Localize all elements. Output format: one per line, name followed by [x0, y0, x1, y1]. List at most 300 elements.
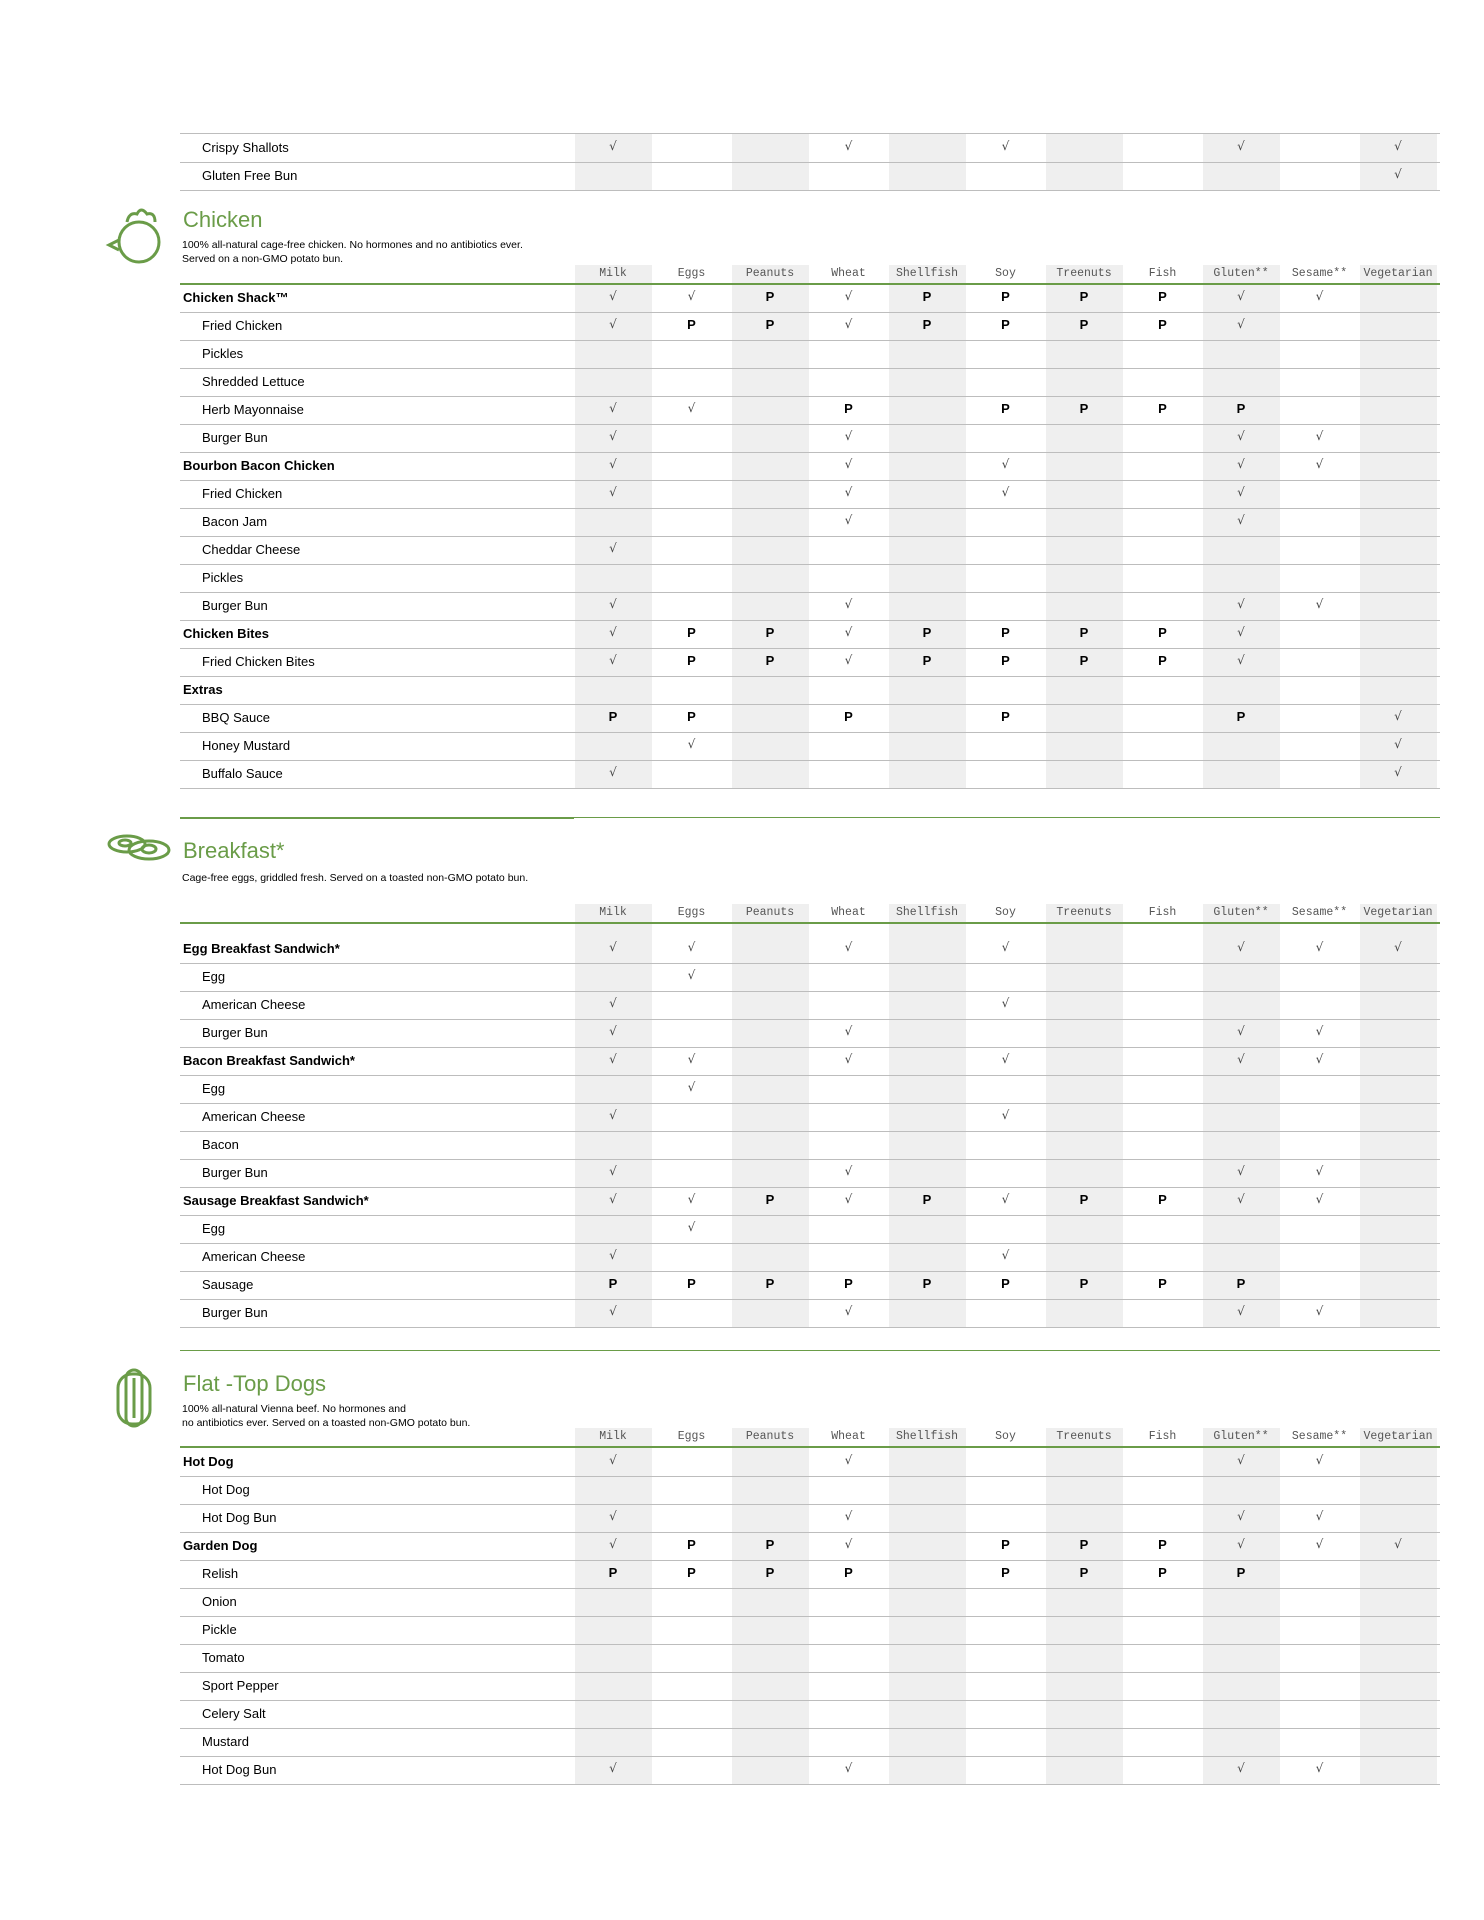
contains-check-mark: √: [609, 139, 617, 153]
ingredient-name: Pickle: [202, 1622, 237, 1637]
contains-check-mark: √: [1237, 1304, 1245, 1318]
contains-check-mark: √: [609, 940, 617, 954]
ingredient-name: Pickles: [202, 570, 244, 585]
eggs-icon: [105, 830, 177, 869]
ingredient-name: Relish: [202, 1566, 239, 1581]
may-contain-mark: P: [687, 1537, 696, 1552]
contains-check-mark: √: [844, 1164, 853, 1178]
ingredient-name: Bacon Jam: [202, 514, 268, 529]
contains-check-mark: √: [609, 1537, 617, 1551]
column-label-sesame: Sesame**: [1291, 906, 1348, 919]
contains-check-mark: √: [687, 1220, 696, 1234]
contains-check-mark: √: [1315, 1761, 1324, 1775]
ingredient-row: [180, 760, 1440, 789]
may-contain-mark: P: [1079, 1276, 1089, 1291]
column-label-fish: Fish: [1148, 267, 1177, 280]
ingredient-row: [180, 368, 1440, 397]
may-contain-mark: P: [765, 289, 775, 304]
may-contain-mark: P: [687, 709, 696, 724]
ingredient-name: Fried Chicken: [202, 486, 283, 501]
contains-check-mark: √: [1237, 1052, 1245, 1066]
ingredient-row: [180, 1271, 1440, 1300]
column-label-gluten: Gluten**: [1213, 1430, 1269, 1443]
contains-check-mark: √: [1237, 289, 1245, 303]
column-label-eggs: Eggs: [677, 906, 706, 919]
may-contain-mark: P: [1001, 625, 1010, 640]
ingredient-row: [180, 1560, 1440, 1589]
menu-item-name: Chicken Bites: [183, 626, 269, 641]
ingredient-row: [180, 1103, 1440, 1132]
contains-check-mark: √: [1315, 1192, 1324, 1206]
ingredient-name: Fried Chicken Bites: [202, 654, 315, 669]
menu-item-row: [180, 676, 1440, 705]
contains-check-mark: √: [1237, 1192, 1245, 1206]
contains-check-mark: √: [1237, 1024, 1245, 1038]
contains-check-mark: √: [687, 1192, 696, 1206]
contains-check-mark: √: [1001, 139, 1010, 153]
may-contain-mark: P: [608, 1565, 618, 1580]
contains-check-mark: √: [844, 1761, 853, 1775]
contains-check-mark: √: [844, 457, 853, 471]
contains-check-mark: √: [1237, 940, 1245, 954]
contains-check-mark: √: [609, 485, 617, 499]
allergen-column-header: [0, 904, 1484, 920]
may-contain-mark: P: [844, 1276, 853, 1291]
may-contain-mark: P: [1001, 1537, 1010, 1552]
contains-check-mark: √: [1315, 1052, 1324, 1066]
ingredient-row: [180, 480, 1440, 509]
ingredient-name: American Cheese: [202, 997, 306, 1012]
column-label-vegetarian: Vegetarian: [1363, 906, 1433, 919]
ingredient-row: [180, 564, 1440, 593]
contains-check-mark: √: [609, 289, 617, 303]
column-label-wheat: Wheat: [831, 1430, 866, 1443]
contains-check-mark: √: [1315, 1024, 1324, 1038]
contains-check-mark: √: [844, 1052, 853, 1066]
may-contain-mark: P: [765, 1192, 775, 1207]
contains-check-mark: √: [609, 1192, 617, 1206]
column-label-soy: Soy: [995, 906, 1016, 919]
may-contain-mark: P: [1001, 653, 1010, 668]
contains-check-mark: √: [844, 289, 853, 303]
ingredient-row: [180, 1644, 1440, 1673]
ingredient-name: Celery Salt: [202, 1706, 266, 1721]
column-label-treenuts: Treenuts: [1056, 267, 1112, 280]
ingredient-name: American Cheese: [202, 1109, 306, 1124]
contains-check-mark: √: [1315, 1304, 1324, 1318]
may-contain-mark: P: [765, 1276, 775, 1291]
contains-check-mark: √: [1237, 485, 1245, 499]
contains-check-mark: √: [1394, 737, 1402, 751]
contains-check-mark: √: [1001, 1192, 1010, 1206]
may-contain-mark: P: [765, 625, 775, 640]
header-rule: [180, 922, 1440, 924]
may-contain-mark: P: [1158, 1565, 1167, 1580]
contains-check-mark: √: [844, 625, 853, 639]
contains-check-mark: √: [609, 401, 617, 415]
contains-check-mark: √: [1315, 597, 1324, 611]
menu-item-name: Extras: [183, 682, 223, 697]
ingredient-name: Burger Bun: [202, 1305, 268, 1320]
contains-check-mark: √: [1237, 597, 1245, 611]
contains-check-mark: √: [609, 429, 617, 443]
section-divider: [574, 817, 1440, 818]
ingredient-name: Tomato: [202, 1650, 245, 1665]
ingredient-name: Egg: [202, 969, 226, 984]
menu-item-row: [180, 284, 1440, 313]
may-contain-mark: P: [765, 317, 775, 332]
contains-check-mark: √: [1315, 289, 1324, 303]
ingredient-name: Pickles: [202, 346, 244, 361]
may-contain-mark: P: [765, 1565, 775, 1580]
ingredient-row: [180, 963, 1440, 992]
may-contain-mark: P: [765, 1537, 775, 1552]
contains-check-mark: √: [687, 289, 696, 303]
section-title: Chicken: [183, 207, 263, 232]
may-contain-mark: P: [1236, 401, 1246, 416]
column-label-vegetarian: Vegetarian: [1363, 267, 1433, 280]
contains-check-mark: √: [609, 457, 617, 471]
contains-check-mark: √: [1237, 457, 1245, 471]
may-contain-mark: P: [1079, 625, 1089, 640]
contains-check-mark: √: [1394, 765, 1402, 779]
ingredient-row: [180, 1700, 1440, 1729]
allergen-column-header: [0, 1428, 1484, 1444]
contains-check-mark: √: [1394, 167, 1402, 181]
may-contain-mark: P: [922, 289, 932, 304]
contains-check-mark: √: [844, 1192, 853, 1206]
contains-check-mark: √: [687, 737, 696, 751]
contains-check-mark: √: [609, 1052, 617, 1066]
menu-item-row: [180, 1047, 1440, 1076]
column-label-fish: Fish: [1148, 1430, 1177, 1443]
ingredient-row: [180, 1616, 1440, 1645]
menu-item-row: [180, 935, 1440, 964]
chicken-icon: [105, 208, 165, 271]
contains-check-mark: √: [844, 317, 853, 331]
may-contain-mark: P: [1158, 289, 1167, 304]
ingredient-row: [180, 991, 1440, 1020]
may-contain-mark: P: [1001, 317, 1010, 332]
menu-item-name: Hot Dog: [183, 1454, 234, 1469]
may-contain-mark: P: [687, 1565, 696, 1580]
contains-check-mark: √: [609, 1509, 617, 1523]
may-contain-mark: P: [1236, 1565, 1246, 1580]
ingredient-row: [180, 1131, 1440, 1160]
ingredient-name: Burger Bun: [202, 430, 268, 445]
ingredient-name: Honey Mustard: [202, 738, 291, 753]
contains-check-mark: √: [1237, 653, 1245, 667]
contains-check-mark: √: [844, 1304, 853, 1318]
contains-check-mark: √: [687, 1052, 696, 1066]
may-contain-mark: P: [608, 1276, 618, 1291]
ingredient-name: Fried Chicken: [202, 318, 283, 333]
section-divider: [180, 1350, 1440, 1351]
contains-check-mark: √: [1237, 625, 1245, 639]
contains-check-mark: √: [1237, 429, 1245, 443]
contains-check-mark: √: [1001, 1248, 1010, 1262]
column-label-treenuts: Treenuts: [1056, 906, 1112, 919]
may-contain-mark: P: [608, 709, 618, 724]
contains-check-mark: √: [1237, 1453, 1245, 1467]
column-label-gluten: Gluten**: [1213, 267, 1269, 280]
contains-check-mark: √: [844, 1537, 853, 1551]
may-contain-mark: P: [687, 653, 696, 668]
contains-check-mark: √: [1315, 429, 1324, 443]
may-contain-mark: P: [1158, 1276, 1167, 1291]
contains-check-mark: √: [844, 139, 853, 153]
contains-check-mark: √: [1001, 1108, 1010, 1122]
column-label-milk: Milk: [599, 1430, 627, 1443]
may-contain-mark: P: [1001, 1565, 1010, 1580]
contains-check-mark: √: [844, 1453, 853, 1467]
ingredient-name: Cheddar Cheese: [202, 542, 301, 557]
ingredient-row: [180, 1588, 1440, 1617]
ingredient-name: Hot Dog: [202, 1482, 250, 1497]
contains-check-mark: √: [1315, 1509, 1324, 1523]
contains-check-mark: √: [844, 485, 853, 499]
ingredient-name: Shredded Lettuce: [202, 374, 305, 389]
may-contain-mark: P: [1079, 1537, 1089, 1552]
ingredient-row: [180, 732, 1440, 761]
ingredient-row: [180, 340, 1440, 369]
column-label-wheat: Wheat: [831, 267, 866, 280]
ingredient-name: Hot Dog Bun: [202, 1762, 277, 1777]
ingredient-row: [180, 1299, 1440, 1328]
column-label-vegetarian: Vegetarian: [1363, 1430, 1433, 1443]
column-label-treenuts: Treenuts: [1056, 1430, 1112, 1443]
ingredient-row: [180, 396, 1440, 425]
contains-check-mark: √: [687, 401, 696, 415]
may-contain-mark: P: [1001, 401, 1010, 416]
hot-dog-icon: [112, 1368, 156, 1433]
contains-check-mark: √: [609, 765, 617, 779]
ingredient-row: [180, 312, 1440, 341]
ingredient-row: [180, 704, 1440, 733]
ingredient-row: [180, 1159, 1440, 1188]
may-contain-mark: P: [687, 1276, 696, 1291]
contains-check-mark: √: [1001, 1052, 1010, 1066]
may-contain-mark: P: [922, 1276, 932, 1291]
may-contain-mark: P: [1158, 625, 1167, 640]
contains-check-mark: √: [687, 968, 696, 982]
column-label-gluten: Gluten**: [1213, 906, 1269, 919]
column-label-wheat: Wheat: [831, 906, 866, 919]
menu-item-row: [180, 452, 1440, 481]
may-contain-mark: P: [1079, 653, 1089, 668]
column-label-soy: Soy: [995, 267, 1016, 280]
ingredient-row: [180, 1672, 1440, 1701]
section-title: Breakfast*: [183, 838, 285, 863]
allergen-column-header: [0, 265, 1484, 281]
contains-check-mark: √: [1001, 940, 1010, 954]
menu-item-name: Bourbon Bacon Chicken: [183, 458, 335, 473]
may-contain-mark: P: [1158, 653, 1167, 668]
column-label-milk: Milk: [599, 906, 627, 919]
menu-item-row: [180, 1187, 1440, 1216]
may-contain-mark: P: [765, 653, 775, 668]
column-label-milk: Milk: [599, 267, 627, 280]
may-contain-mark: P: [922, 1192, 932, 1207]
contains-check-mark: √: [1237, 1761, 1245, 1775]
contains-check-mark: √: [1237, 513, 1245, 527]
contains-check-mark: √: [844, 653, 853, 667]
may-contain-mark: P: [1079, 1192, 1089, 1207]
menu-item-name: Garden Dog: [183, 1538, 258, 1553]
column-label-peanuts: Peanuts: [745, 1430, 795, 1443]
section-title: Flat -Top Dogs: [183, 1371, 327, 1396]
contains-check-mark: √: [609, 597, 617, 611]
ingredient-name: Mustard: [202, 1734, 249, 1749]
ingredient-name: BBQ Sauce: [202, 710, 270, 725]
menu-item-row: [180, 620, 1440, 649]
ingredient-row: [180, 1504, 1440, 1533]
section-description: 100% all-natural cage-free chicken. No hormones and no antibiotics ever. Served on a non-GMO potato bun.: [182, 239, 523, 265]
menu-item-name: Egg Breakfast Sandwich*: [183, 941, 340, 956]
menu-item-name: Sausage Breakfast Sandwich*: [183, 1193, 369, 1208]
contains-check-mark: √: [1001, 457, 1010, 471]
contains-check-mark: √: [1237, 1537, 1245, 1551]
ingredient-name: Onion: [202, 1594, 237, 1609]
menu-item-name: Chicken Shack™: [183, 290, 289, 305]
contains-check-mark: √: [1315, 1164, 1324, 1178]
may-contain-mark: P: [687, 317, 696, 332]
ingredient-name: Egg: [202, 1081, 226, 1096]
contains-check-mark: √: [844, 1509, 853, 1523]
ingredient-name: Sausage: [202, 1277, 254, 1292]
may-contain-mark: P: [1001, 289, 1010, 304]
ingredient-name: Hot Dog Bun: [202, 1510, 277, 1525]
ingredient-row: [180, 134, 1440, 163]
column-label-shellfish: Shellfish: [895, 906, 959, 919]
contains-check-mark: √: [1394, 139, 1402, 153]
may-contain-mark: P: [687, 625, 696, 640]
may-contain-mark: P: [922, 317, 932, 332]
column-label-peanuts: Peanuts: [745, 906, 795, 919]
may-contain-mark: P: [1158, 1537, 1167, 1552]
contains-check-mark: √: [844, 1024, 853, 1038]
ingredient-row: [180, 508, 1440, 537]
may-contain-mark: P: [922, 653, 932, 668]
may-contain-mark: P: [1001, 709, 1010, 724]
contains-check-mark: √: [609, 1453, 617, 1467]
may-contain-mark: P: [844, 1565, 853, 1580]
may-contain-mark: P: [844, 401, 853, 416]
ingredient-row: [180, 1215, 1440, 1244]
contains-check-mark: √: [609, 1761, 617, 1775]
column-label-sesame: Sesame**: [1291, 267, 1348, 280]
ingredient-name: Crispy Shallots: [202, 140, 289, 155]
column-label-eggs: Eggs: [677, 1430, 706, 1443]
column-label-fish: Fish: [1148, 906, 1177, 919]
contains-check-mark: √: [1315, 457, 1324, 471]
ingredient-name: Burger Bun: [202, 1025, 268, 1040]
contains-check-mark: √: [1237, 1509, 1245, 1523]
ingredient-name: Burger Bun: [202, 598, 268, 613]
contains-check-mark: √: [1394, 1537, 1402, 1551]
ingredient-row: [180, 424, 1440, 453]
column-label-sesame: Sesame**: [1291, 1430, 1348, 1443]
may-contain-mark: P: [922, 625, 932, 640]
ingredient-name: Egg: [202, 1221, 226, 1236]
column-label-shellfish: Shellfish: [895, 267, 959, 280]
may-contain-mark: P: [1236, 1276, 1246, 1291]
ingredient-name: Herb Mayonnaise: [202, 402, 304, 417]
menu-item-name: Bacon Breakfast Sandwich*: [183, 1053, 355, 1068]
ingredient-row: [180, 162, 1440, 191]
may-contain-mark: P: [844, 709, 853, 724]
contains-check-mark: √: [844, 429, 853, 443]
column-label-peanuts: Peanuts: [745, 267, 795, 280]
contains-check-mark: √: [1237, 1164, 1245, 1178]
may-contain-mark: P: [1001, 1276, 1010, 1291]
contains-check-mark: √: [1237, 139, 1245, 153]
contains-check-mark: √: [844, 597, 853, 611]
column-label-soy: Soy: [995, 1430, 1016, 1443]
may-contain-mark: P: [1158, 1192, 1167, 1207]
contains-check-mark: √: [609, 625, 617, 639]
ingredient-row: [180, 648, 1440, 677]
contains-check-mark: √: [609, 541, 617, 555]
may-contain-mark: P: [1079, 401, 1089, 416]
contains-check-mark: √: [687, 940, 696, 954]
ingredient-row: [180, 592, 1440, 621]
contains-check-mark: √: [609, 653, 617, 667]
contains-check-mark: √: [1001, 996, 1010, 1010]
ingredient-name: American Cheese: [202, 1249, 306, 1264]
ingredient-name: Buffalo Sauce: [202, 766, 283, 781]
may-contain-mark: P: [1079, 1565, 1089, 1580]
column-label-shellfish: Shellfish: [895, 1430, 959, 1443]
may-contain-mark: P: [1236, 709, 1246, 724]
contains-check-mark: √: [1394, 940, 1402, 954]
contains-check-mark: √: [844, 513, 853, 527]
may-contain-mark: P: [1079, 289, 1089, 304]
contains-check-mark: √: [1001, 485, 1010, 499]
contains-check-mark: √: [1394, 709, 1402, 723]
ingredient-name: Bacon: [202, 1137, 239, 1152]
ingredient-row: [180, 1243, 1440, 1272]
ingredient-row: [180, 1019, 1440, 1048]
contains-check-mark: √: [609, 996, 617, 1010]
section-divider: [180, 817, 574, 819]
contains-check-mark: √: [609, 1164, 617, 1178]
ingredient-name: Gluten Free Bun: [202, 168, 298, 183]
contains-check-mark: √: [1237, 317, 1245, 331]
contains-check-mark: √: [609, 1108, 617, 1122]
ingredient-row: [180, 536, 1440, 565]
contains-check-mark: √: [609, 1304, 617, 1318]
ingredient-name: Sport Pepper: [202, 1678, 279, 1693]
ingredient-row: [180, 1756, 1440, 1785]
may-contain-mark: P: [1158, 317, 1167, 332]
section-description: 100% all-natural Vienna beef. No hormones and no antibiotics ever. Served on a toasted non-GMO potato bun.: [182, 1403, 471, 1429]
may-contain-mark: P: [1158, 401, 1167, 416]
contains-check-mark: √: [1315, 1453, 1324, 1467]
contains-check-mark: √: [609, 317, 617, 331]
contains-check-mark: √: [687, 1080, 696, 1094]
ingredient-name: Burger Bun: [202, 1165, 268, 1180]
menu-item-row: [180, 1532, 1440, 1561]
contains-check-mark: √: [1315, 1537, 1324, 1551]
ingredient-row: [180, 1728, 1440, 1757]
section-description: Cage-free eggs, griddled fresh. Served on a toasted non-GMO potato bun.: [182, 872, 529, 884]
column-label-eggs: Eggs: [677, 267, 706, 280]
contains-check-mark: √: [1315, 940, 1324, 954]
contains-check-mark: √: [844, 940, 853, 954]
ingredient-row: [180, 1476, 1440, 1505]
contains-check-mark: √: [609, 1024, 617, 1038]
